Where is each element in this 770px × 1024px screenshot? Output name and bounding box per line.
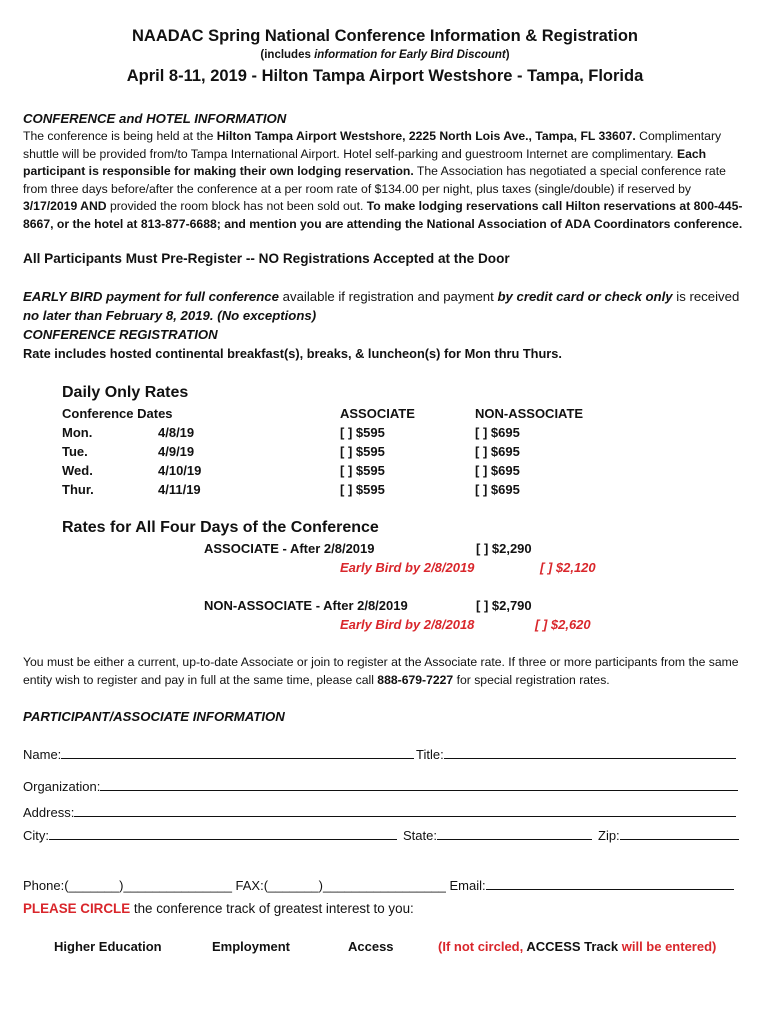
- name-field[interactable]: Name:: [23, 746, 414, 762]
- phone-fax-email-field[interactable]: Phone:(_______)_______________ FAX:(_______)_________________ Email:: [23, 877, 734, 893]
- hotel-info-heading: CONFERENCE and HOTEL INFORMATION: [23, 111, 287, 126]
- non-associate-checkbox[interactable]: [ ] $695: [475, 482, 520, 497]
- non-associate-earlybird-checkbox[interactable]: [ ] $2,620: [535, 617, 591, 632]
- col-non-associate: NON-ASSOCIATE: [475, 406, 584, 421]
- track-access[interactable]: Access: [348, 939, 394, 954]
- conference-dates-location: April 8-11, 2019 - Hilton Tampa Airport Westshore - Tampa, Florida: [126, 67, 644, 85]
- non-associate-checkbox[interactable]: [ ] $695: [475, 444, 520, 459]
- associate-earlybird-label: Early Bird by 2/8/2019: [340, 560, 475, 575]
- page-title: NAADAC Spring National Conference Information & Registration: [131, 27, 639, 45]
- row-day: Tue.: [62, 444, 88, 459]
- associate-checkbox[interactable]: [ ] $595: [340, 444, 385, 459]
- zip-field[interactable]: Zip:: [598, 827, 739, 843]
- hotel-info-paragraph: The conference is being held at the Hilton Tampa Airport Westshore, 2225 North Lois Ave., Tampa, FL 33607. Complimentary shuttle will be provided from/to Tampa International Airport. Hotel self-parking and guestroom Internet are complimentary. Each participant is responsible for making their own lodging reservation. The Association has negotiated a special conference rate from three days before/after the conference at a per room rate of $134.00 per night, plus taxes (single/double) if reserved by 3/17/2019 AND provided the room block has not been sold out. To make lodging reservations call Hilton reservations at 800-445-8667, or the hotel at 813-877-6688; and mention you are attending the National Association of ADA Coordinators conference.: [23, 129, 743, 231]
- row-date: 4/9/19: [158, 444, 195, 459]
- row-date: 4/8/19: [158, 425, 195, 440]
- earlybird-line-1: EARLY BIRD payment for full conference available if registration and payment by credit card or check only is received: [23, 289, 740, 304]
- associate-earlybird-checkbox[interactable]: [ ] $2,120: [540, 560, 596, 575]
- track-higher-education[interactable]: Higher Education: [54, 939, 162, 954]
- row-day: Wed.: [62, 463, 93, 478]
- row-day: Mon.: [62, 425, 93, 440]
- daily-rates-heading: Daily Only Rates: [62, 384, 189, 401]
- col-conference-dates: Conference Dates: [62, 406, 173, 421]
- preregister-notice: All Participants Must Pre-Register -- NO Registrations Accepted at the Door: [23, 251, 510, 266]
- title-field[interactable]: Title:: [416, 746, 736, 762]
- registration-heading: CONFERENCE REGISTRATION: [23, 327, 218, 342]
- participant-info-heading: PARTICIPANT/ASSOCIATE INFORMATION: [23, 709, 285, 724]
- track-employment[interactable]: Employment: [212, 939, 291, 954]
- circle-track-instruction: PLEASE CIRCLE the conference track of greatest interest to you:: [23, 901, 414, 916]
- organization-field[interactable]: Organization:: [23, 778, 738, 794]
- non-associate-checkbox[interactable]: [ ] $695: [475, 463, 520, 478]
- associate-checkbox[interactable]: [ ] $595: [340, 425, 385, 440]
- four-day-rates-heading: Rates for All Four Days of the Conference: [62, 519, 379, 536]
- row-date: 4/10/19: [158, 463, 202, 478]
- state-field[interactable]: State:: [403, 827, 592, 843]
- associate-checkbox[interactable]: [ ] $595: [340, 482, 385, 497]
- row-date: 4/11/19: [158, 482, 201, 497]
- associate-after-label: ASSOCIATE - After 2/8/2019: [204, 541, 375, 556]
- address-field[interactable]: Address:: [23, 804, 736, 820]
- row-day: Thur.: [62, 482, 94, 497]
- associate-after-checkbox[interactable]: [ ] $2,290: [476, 541, 532, 556]
- non-associate-after-label: NON-ASSOCIATE - After 2/8/2019: [204, 598, 408, 613]
- earlybird-line-2: no later than February 8, 2019. (No exceptions): [23, 308, 317, 323]
- non-associate-earlybird-label: Early Bird by 2/8/2018: [340, 617, 475, 632]
- rate-includes-note: Rate includes hosted continental breakfast(s), breaks, & luncheon(s) for Mon thru Thurs.: [23, 346, 562, 361]
- col-associate: ASSOCIATE: [340, 406, 415, 421]
- associate-checkbox[interactable]: [ ] $595: [340, 463, 385, 478]
- city-field[interactable]: City:: [23, 827, 397, 843]
- page-subtitle: (includes information for Early Bird Discount): [260, 49, 510, 61]
- track-default-note: (If not circled, ACCESS Track will be entered): [438, 939, 717, 954]
- non-associate-checkbox[interactable]: [ ] $695: [475, 425, 520, 440]
- non-associate-after-checkbox[interactable]: [ ] $2,790: [476, 598, 532, 613]
- associate-rate-note: You must be either a current, up-to-date Associate or join to register at the Associate rate. If three or more participants from the same entity wish to register and pay in full at the same time, please call 888-679-7227 for special registration rates.: [23, 655, 739, 687]
